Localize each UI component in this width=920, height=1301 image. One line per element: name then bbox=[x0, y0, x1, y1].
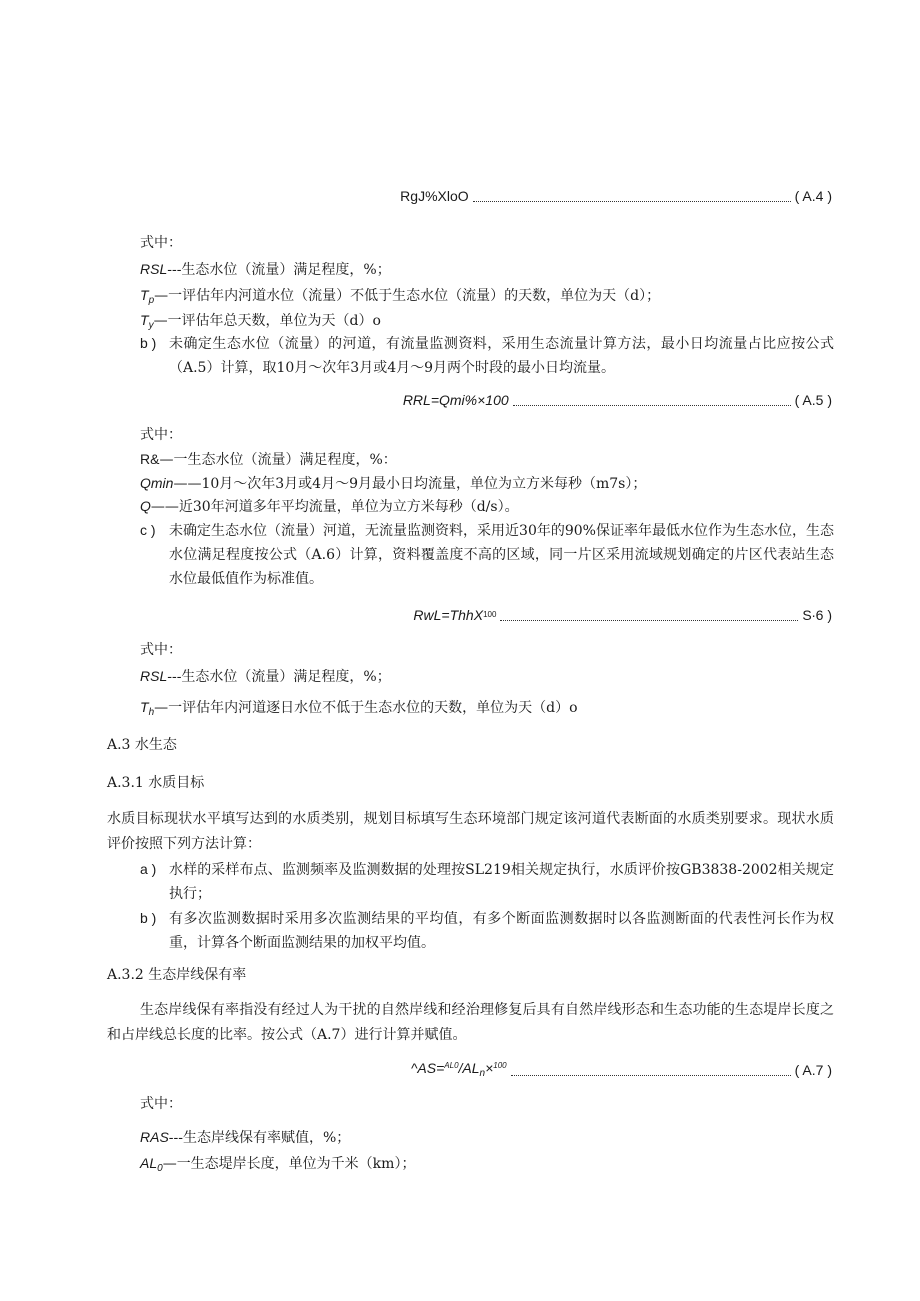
formula-a6 bbox=[413, 605, 832, 625]
variable-desc: ---生态水位（流量）满足程度，%； bbox=[167, 262, 391, 278]
formula-a6-number: S∙6 ) bbox=[802, 607, 832, 623]
leader-dots bbox=[513, 404, 791, 406]
variable-line bbox=[140, 1153, 415, 1179]
variable-line bbox=[140, 259, 391, 280]
paragraph-a31 bbox=[107, 807, 834, 857]
formula-a5 bbox=[403, 390, 832, 410]
variable-desc: —一评估年总天数，单位为天（d）o bbox=[153, 313, 381, 329]
variable-subscript: 0 bbox=[157, 1163, 163, 1174]
list-item-text: 未确定生态水位（流量）河道，无流量监测资料，采用近30年的90%保证率年最低水位作为生态水位，生态水位满足程度按公式（A.6）计算，资料覆盖度不高的区域，同一片区采用流域规划确定的片区代表站生态水位最低值作为标准值。 bbox=[169, 523, 834, 587]
list-item-text: 有多次监测数据时采用多次监测结果的平均值，有多个断面监测数据时以各监测断面的代表性河长作为权重，计算各个断面监测结果的加权平均值。 bbox=[169, 911, 834, 951]
formula-a6-expression: RwL=ThhX bbox=[413, 607, 484, 623]
variable-desc: —一评估年内河道水位（流量）不低于生态水位（流量）的天数，单位为天（d）； bbox=[154, 288, 661, 304]
variable-line bbox=[140, 473, 646, 494]
formula-a6-superscript: 100 bbox=[483, 610, 497, 619]
list-item-a31-a bbox=[140, 857, 834, 906]
formula-superscript: 100 bbox=[493, 1061, 507, 1070]
variable-symbol: R& bbox=[140, 451, 160, 467]
where-label-a6: 式中： bbox=[140, 642, 182, 658]
list-item-label: b ) bbox=[140, 335, 157, 351]
variable-desc: —一生态水位（流量）满足程度，%： bbox=[159, 452, 397, 468]
variable-symbol: AL bbox=[140, 1155, 158, 1171]
variable-symbol: RSL bbox=[140, 261, 168, 277]
variable-symbol: T bbox=[140, 699, 149, 715]
list-item-label: b ) bbox=[140, 910, 157, 926]
variable-line bbox=[140, 449, 397, 470]
formula-subscript: n bbox=[479, 1068, 486, 1079]
variable-line bbox=[140, 285, 660, 311]
section-heading-a32: A.3.2 生态岸线保有率 bbox=[107, 967, 247, 983]
variable-desc: —一评估年内河道逐日水位不低于生态水位的天数，单位为天（d）o bbox=[154, 700, 578, 716]
formula-a4 bbox=[400, 186, 832, 206]
formula-a7 bbox=[411, 1056, 832, 1084]
variable-symbol: T bbox=[140, 287, 149, 303]
formula-part: /AL bbox=[458, 1060, 480, 1076]
variable-desc: ——近30年河道多年平均流量，单位为立方米每秒（d/s）。 bbox=[150, 499, 519, 515]
leader-dots bbox=[511, 1074, 791, 1076]
list-item-b bbox=[140, 331, 834, 380]
variable-subscript: p bbox=[148, 295, 155, 306]
list-item-label: c ) bbox=[140, 522, 156, 538]
variable-symbol: Q bbox=[140, 498, 151, 514]
list-item-a31-b bbox=[140, 906, 834, 955]
formula-a5-number: ( A.5 ) bbox=[794, 392, 832, 408]
formula-superscript: AL0 bbox=[444, 1061, 459, 1070]
leader-dots bbox=[473, 200, 791, 202]
variable-symbol: T bbox=[140, 312, 149, 328]
variable-symbol: Qmin bbox=[140, 475, 174, 491]
where-label-a4: 式中： bbox=[140, 235, 182, 251]
formula-part: ^AS= bbox=[410, 1060, 445, 1076]
where-label-a5: 式中： bbox=[140, 427, 182, 443]
variable-desc: —一生态堤岸长度，单位为千米（km）； bbox=[162, 1156, 416, 1172]
formula-a7-expression bbox=[411, 1056, 507, 1084]
variable-desc: ---生态水位（流量）满足程度，%； bbox=[167, 669, 391, 685]
list-item-text: 水样的采样布点、监测频率及监测数据的处理按SL219相关规定执行，水质评价按GB3838-2002相关规定执行； bbox=[169, 862, 834, 902]
variable-line bbox=[140, 666, 391, 687]
formula-part: × bbox=[485, 1060, 494, 1076]
variable-desc: ——10月～次年3月或4月～9月最小日均流量，单位为立方米每秒（m7s）； bbox=[173, 476, 647, 492]
list-item-label: a ) bbox=[140, 861, 157, 877]
formula-a5-expression: RRL=Qmi%×100 bbox=[402, 392, 509, 408]
formula-a4-number: ( A.4 ) bbox=[794, 188, 832, 204]
variable-line bbox=[140, 1127, 350, 1148]
variable-line bbox=[140, 697, 578, 723]
variable-symbol: RSL bbox=[140, 668, 168, 684]
variable-desc: ---生态岸线保有率赋值，%； bbox=[168, 1130, 351, 1146]
variable-symbol: RAS bbox=[140, 1129, 169, 1145]
where-label-a7: 式中： bbox=[140, 1096, 182, 1112]
variable-line bbox=[140, 496, 519, 517]
section-heading-a31: A.3.1 水质目标 bbox=[107, 775, 205, 791]
formula-a7-number: ( A.7 ) bbox=[794, 1062, 832, 1078]
leader-dots bbox=[500, 619, 798, 621]
paragraph-text: 水质目标现状水平填写达到的水质类别，规划目标填写生态环境部门规定该河道代表断面的水质类别要求。现状水质评价按照下列方法计算： bbox=[107, 811, 834, 852]
list-item-c bbox=[140, 518, 834, 591]
list-item-text: 未确定生态水位（流量）的河道，有流量监测资料，采用生态流量计算方法，最小日均流量占比应按公式（A.5）计算，取10月～次年3月或4月～9月两个时段的最小日均流量。 bbox=[169, 336, 834, 376]
paragraph-a32 bbox=[107, 998, 834, 1048]
variable-subscript: h bbox=[148, 707, 155, 718]
formula-a4-expression: RgJ%XloO bbox=[400, 188, 469, 204]
paragraph-text: 生态岸线保有率指没有经过人为干扰的自然岸线和经治理修复后具有自然岸线形态和生态功能的生态堤岸长度之和占岸线总长度的比率。按公式（A.7）进行计算并赋值。 bbox=[107, 1002, 834, 1043]
section-heading-a3: A.3 水生态 bbox=[107, 737, 177, 753]
variable-subscript: y bbox=[148, 320, 154, 331]
